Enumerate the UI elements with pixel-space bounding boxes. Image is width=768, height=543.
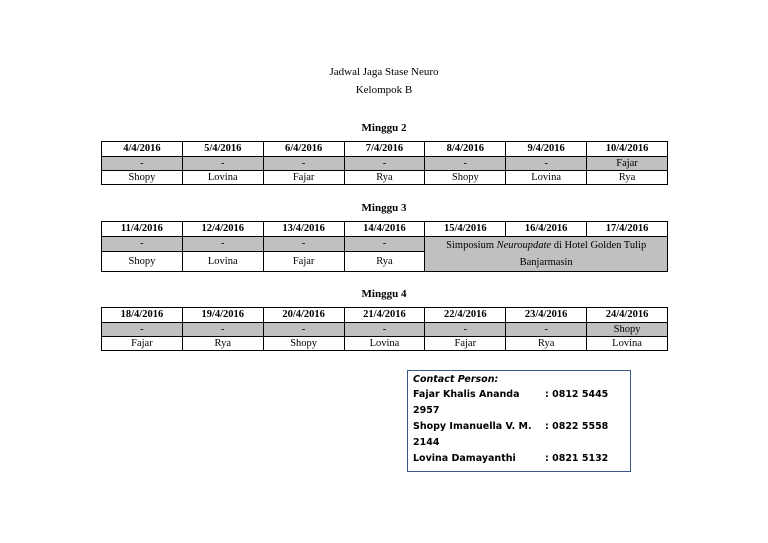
contact-box	[407, 370, 631, 472]
week-3-table	[101, 221, 668, 272]
shift-cell: -	[344, 237, 425, 252]
shift-cell: -	[506, 157, 587, 171]
shift-row-1	[102, 323, 668, 337]
week-4-title: Minggu 4	[361, 288, 407, 300]
contact-name: Shopy Imanuella V. M.	[413, 421, 532, 432]
contact-row	[413, 451, 625, 467]
shift-cell: Lovina	[344, 337, 425, 351]
date-cell: 6/4/2016	[263, 142, 344, 157]
date-cell: 7/4/2016	[344, 142, 425, 157]
week-2-table	[101, 141, 668, 185]
event-suffix: di Hotel Golden Tulip Banjarmasin	[519, 240, 647, 268]
contact-phone: : 0822 5558	[545, 421, 609, 432]
shift-cell: Fajar	[587, 157, 668, 171]
date-cell: 12/4/2016	[182, 222, 263, 237]
shift-cell: Fajar	[263, 171, 344, 185]
shift-cell: -	[182, 323, 263, 337]
date-cell: 17/4/2016	[587, 222, 668, 237]
shift-cell: -	[344, 157, 425, 171]
date-cell: 9/4/2016	[506, 142, 587, 157]
date-row	[102, 142, 668, 157]
date-cell: 8/4/2016	[425, 142, 506, 157]
shift-cell: Fajar	[425, 337, 506, 351]
shift-cell: Rya	[344, 251, 425, 271]
shift-cell: -	[102, 323, 183, 337]
contact-phone: : 0821 5132	[545, 453, 609, 464]
date-cell: 14/4/2016	[344, 222, 425, 237]
date-cell: 19/4/2016	[182, 308, 263, 323]
contact-row	[413, 387, 625, 403]
shift-cell: -	[263, 237, 344, 252]
date-cell: 22/4/2016	[425, 308, 506, 323]
contact-phone: : 0812 5445	[545, 389, 609, 400]
date-cell: 21/4/2016	[344, 308, 425, 323]
date-cell: 20/4/2016	[263, 308, 344, 323]
contact-name: Fajar Khalis Ananda	[413, 389, 520, 400]
date-cell: 11/4/2016	[102, 222, 183, 237]
contact-name: Lovina Damayanthi	[413, 453, 516, 464]
shift-cell: Lovina	[182, 171, 263, 185]
event-cell	[425, 237, 668, 272]
week-3-title: Minggu 3	[361, 202, 407, 214]
document-title: Jadwal Jaga Stase Neuro	[329, 66, 439, 78]
shift-cell: Shopy	[102, 251, 183, 271]
shift-row-1	[102, 237, 668, 252]
shift-cell: -	[102, 157, 183, 171]
shift-cell: Rya	[182, 337, 263, 351]
event-italic: Neuroupdate	[496, 240, 552, 251]
contact-row	[413, 419, 625, 435]
date-cell: 10/4/2016	[587, 142, 668, 157]
date-row	[102, 308, 668, 323]
shift-cell: -	[182, 157, 263, 171]
shift-cell: Fajar	[102, 337, 183, 351]
shift-cell: Lovina	[506, 171, 587, 185]
date-cell: 16/4/2016	[506, 222, 587, 237]
week-2-title: Minggu 2	[361, 122, 407, 134]
date-cell: 23/4/2016	[506, 308, 587, 323]
shift-cell: Lovina	[587, 337, 668, 351]
week-4-table	[101, 307, 668, 351]
shift-row-1	[102, 157, 668, 171]
shift-cell: -	[102, 237, 183, 252]
shift-cell: -	[182, 237, 263, 252]
shift-cell: -	[344, 323, 425, 337]
shift-cell: Shopy	[587, 323, 668, 337]
date-cell: 13/4/2016	[263, 222, 344, 237]
shift-cell: Shopy	[102, 171, 183, 185]
date-cell: 15/4/2016	[425, 222, 506, 237]
shift-cell: Rya	[587, 171, 668, 185]
shift-cell: -	[263, 323, 344, 337]
shift-cell: -	[425, 323, 506, 337]
document-subtitle: Kelompok B	[355, 84, 413, 96]
date-cell: 24/4/2016	[587, 308, 668, 323]
date-cell: 4/4/2016	[102, 142, 183, 157]
shift-cell: -	[506, 323, 587, 337]
date-cell: 5/4/2016	[182, 142, 263, 157]
shift-cell: -	[263, 157, 344, 171]
date-cell: 18/4/2016	[102, 308, 183, 323]
contact-phone-cont: 2144	[413, 437, 440, 448]
event-prefix: Simposium	[446, 240, 497, 251]
shift-row-2	[102, 337, 668, 351]
shift-cell: Rya	[506, 337, 587, 351]
shift-cell: Fajar	[263, 251, 344, 271]
shift-cell: Rya	[344, 171, 425, 185]
shift-row-2	[102, 171, 668, 185]
shift-cell: Shopy	[425, 171, 506, 185]
contact-phone-cont: 2957	[413, 405, 440, 416]
contact-title: Contact Person:	[413, 374, 499, 385]
date-row	[102, 222, 668, 237]
shift-cell: Lovina	[182, 251, 263, 271]
shift-cell: -	[425, 157, 506, 171]
shift-cell: Shopy	[263, 337, 344, 351]
